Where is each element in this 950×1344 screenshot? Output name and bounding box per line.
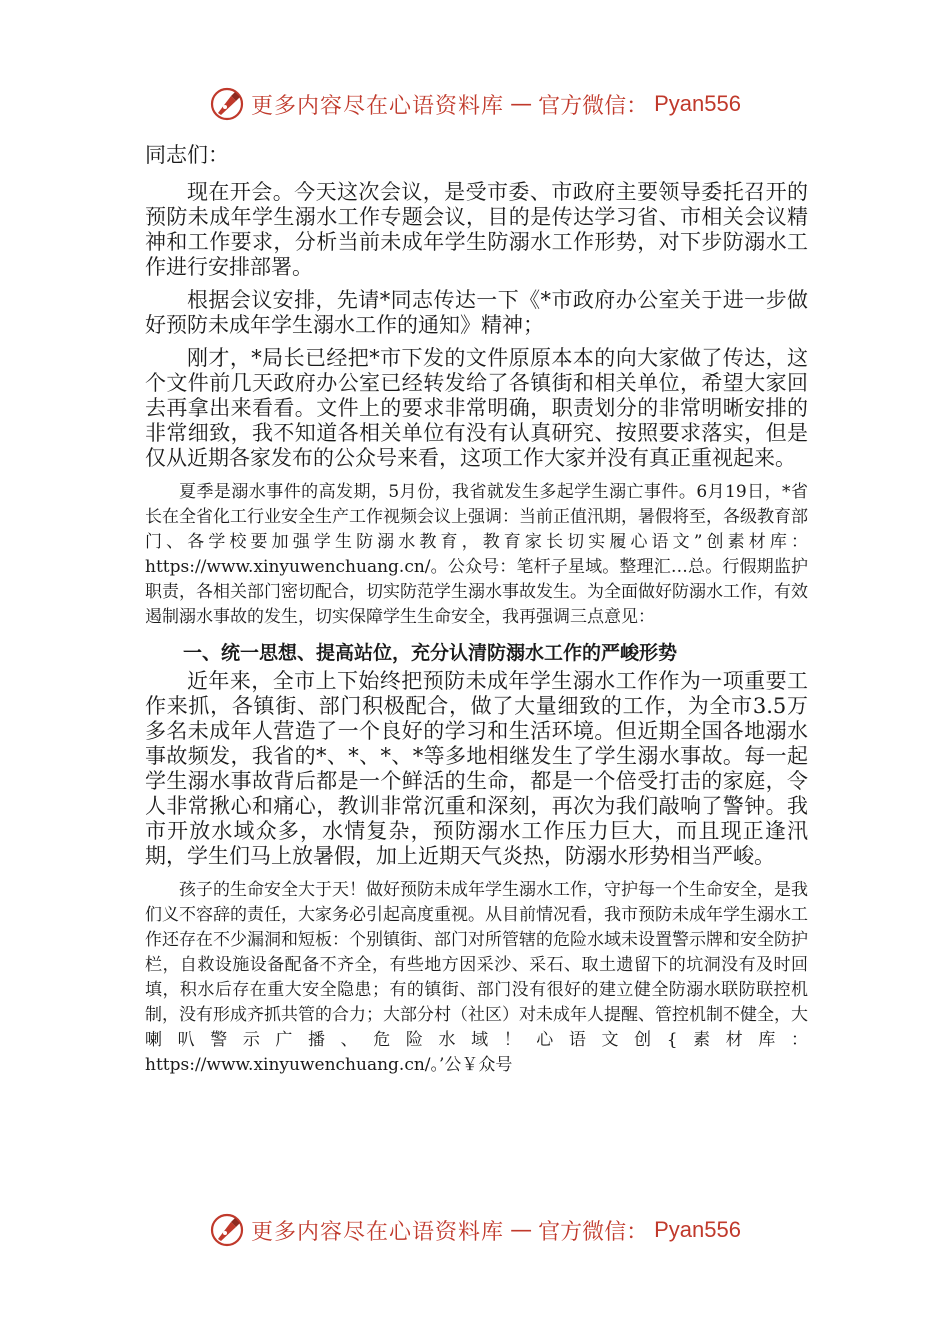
- greeting: 同志们：: [145, 143, 229, 167]
- watermark-id: Pyan556: [654, 91, 741, 116]
- watermark-label: 官方微信：: [538, 1219, 649, 1245]
- watermark-text: 更多内容尽在心语资料库: [251, 93, 505, 119]
- pen-nib-logo-icon: [209, 86, 245, 122]
- pen-nib-logo-icon: [209, 1212, 245, 1248]
- paragraph-3: 刚才，*局长已经把*市下发的文件原原本本的向大家做了传达，这个文件前几天政府办公室已经转发给了各镇街和相关单位，希望大家回去再拿出来看看。文件上的要求非常明确，职责划分的非常明晰安排的非常细致，我不知道各相关单位有没有认真研究、按照要求落实，但是仅从近期各家发布的公众号来看，这项工作大家并没有真正重视起来。: [145, 346, 808, 470]
- watermark-footer: [0, 1210, 950, 1250]
- watermark-header: [0, 84, 950, 124]
- document-body: [145, 142, 808, 1078]
- paragraph-2: 根据会议安排，先请*同志传达一下《*市政府办公室关于进一步做好预防未成年学生溺水工作的通知》精神；: [145, 288, 808, 337]
- paragraph-1: 现在开会。今天这次会议，是受市委、市政府主要领导委托召开的预防未成年学生溺水工作专题会议，目的是传达学习省、市相关会议精神和工作要求，分析当前未成年学生防溺水工作形势，对下步防溺水工作进行安排部署。: [145, 180, 808, 279]
- watermark-separator: —: [510, 91, 533, 117]
- paragraph-5: 近年来，全市上下始终把预防未成年学生溺水工作作为一项重要工作来抓，各镇街、部门积极配合，做了大量细致的工作，为全市3.5万多名未成年人营造了一个良好的学习和生活环境。但近期全国各地溺水事故频发，我省的*、*、*、*等多地相继发生了学生溺水事故。每一起学生溺水事故背后都是一个鲜活的生命，都是一个倍受打击的家庭，令人非常揪心和痛心，教训非常沉重和深刻，再次为我们敲响了警钟。我市开放水域众多，水情复杂，预防溺水工作压力巨大，而且现正逢汛期，学生们马上放暑假，加上近期天气炎热，防溺水形势相当严峻。: [145, 669, 808, 868]
- watermark-id: Pyan556: [654, 1217, 741, 1242]
- paragraph-6: 孩子的生命安全大于天！做好预防未成年学生溺水工作，守护每一个生命安全，是我们义不容辞的责任，大家务必引起高度重视。从目前情况看，我市预防未成年学生溺水工作还存在不少漏洞和短板：个别镇街、部门对所管辖的危险水域未设置警示牌和安全防护栏，自救设施设备配备不齐全，有些地方因采沙、采石、取土遗留下的坑洞没有及时回填，积水后存在重大安全隐患；有的镇街、部门没有很好的建立健全防溺水联防联控机制，没有形成齐抓共管的合力；大部分村（社区）对未成年人提醒、管控机制不健全，大喇叭警示广播、危险水域！心语文创{素材库：https://www.xinyuwenchuang.cn/。’公￥众号: [145, 880, 808, 1075]
- paragraph-4: 夏季是溺水事件的高发期，5月份，我省就发生多起学生溺亡事件。6月19日，*省长在全省化工行业安全生产工作视频会议上强调：当前正值汛期，暑假将至，各级教育部门、各学校要加强学生防溺水教育，教育家长切实履心语文”创素材库：https://www.xinyuwenchuang.cn/。公众号：笔杆子星域。整理汇…总。行假期监护职责，各相关部门密切配合，切实防范学生溺水事故发生。为全面做好防溺水工作，有效遏制溺水事故的发生，切实保障学生生命安全，我再强调三点意见：: [145, 482, 808, 627]
- watermark-separator: —: [510, 1217, 533, 1243]
- watermark-text: 更多内容尽在心语资料库: [251, 1219, 505, 1245]
- section-heading-1: 一、统一思想、提高站位，充分认清防溺水工作的严峻形势: [183, 642, 678, 664]
- watermark-label: 官方微信：: [538, 93, 649, 119]
